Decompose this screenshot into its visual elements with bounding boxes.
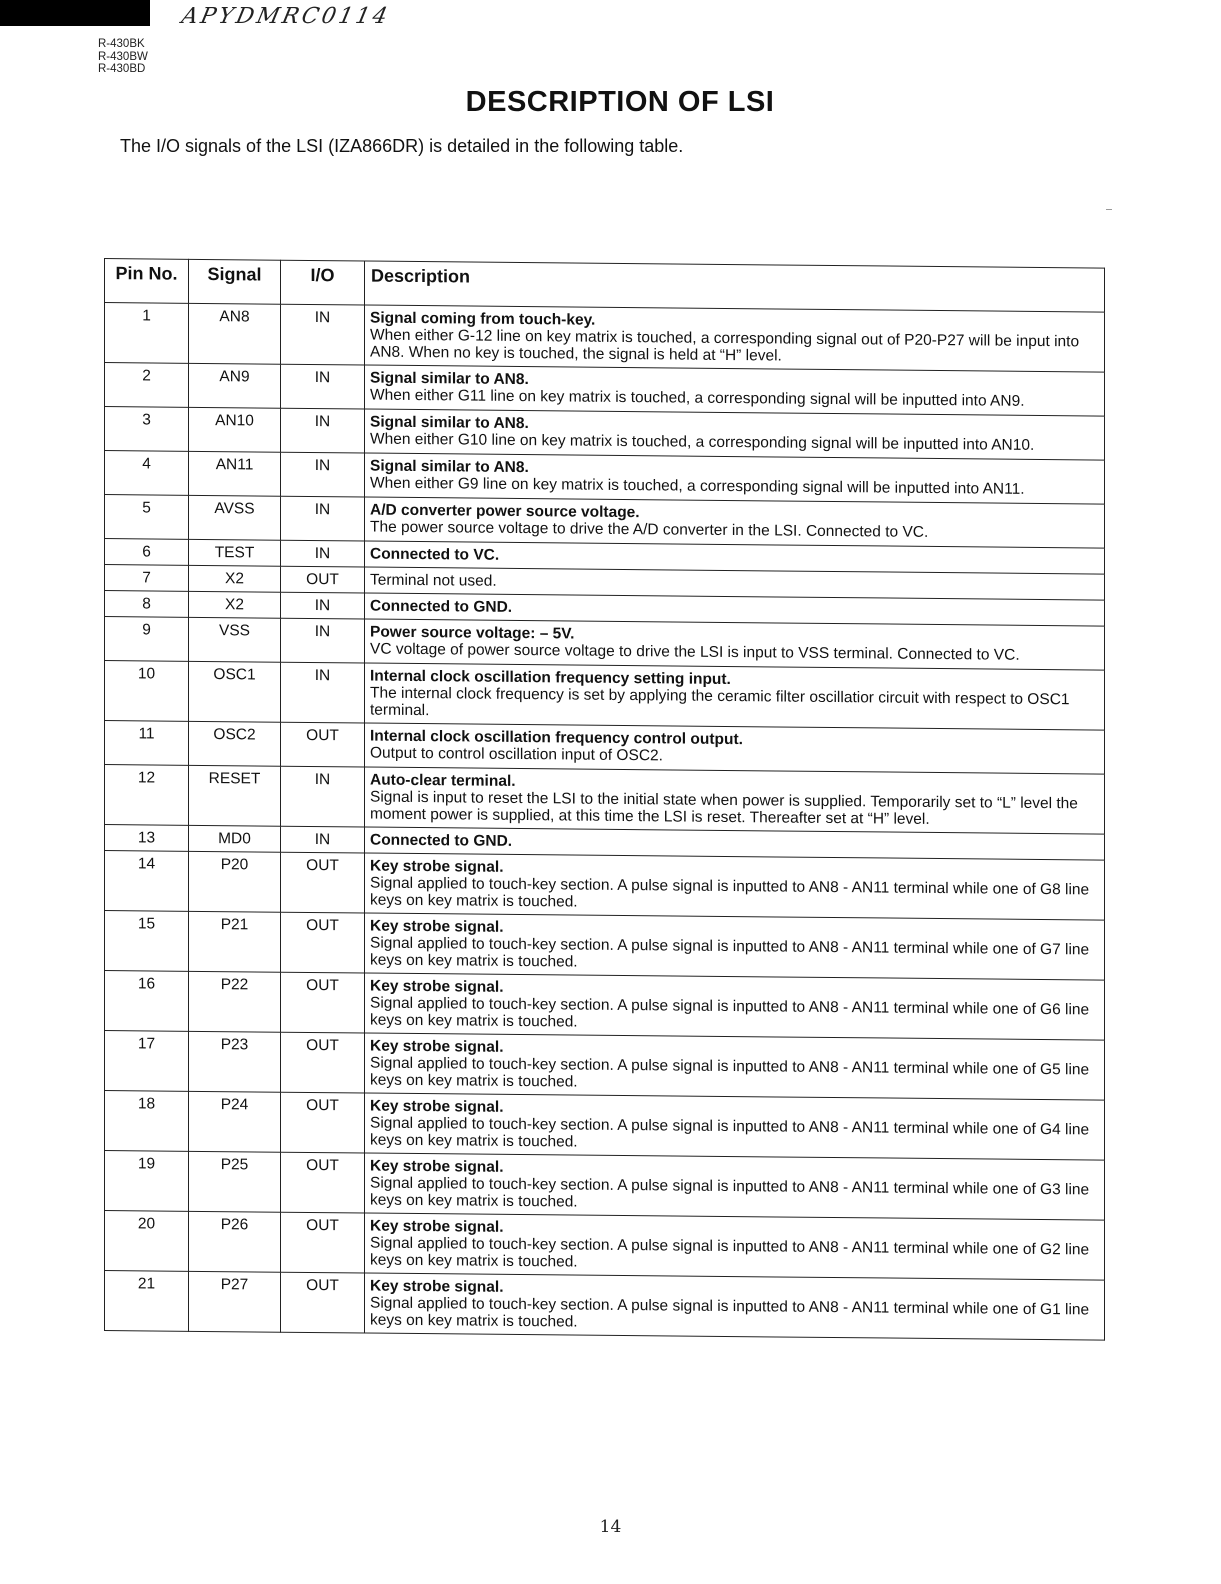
table-row xyxy=(105,971,1105,1041)
signal-name: X2 xyxy=(189,565,281,592)
header-black-bar xyxy=(0,0,150,26)
description-text: The power source voltage to drive the A/D converter in the LSI. Connected to VC. xyxy=(370,518,929,541)
intro-text: The I/O signals of the LSI (IZA866DR) is detailed in the following table. xyxy=(120,136,684,156)
signal-name: P27 xyxy=(189,1271,281,1332)
description-cell xyxy=(365,913,1105,980)
description-title: Power source voltage: – 5V. xyxy=(370,623,575,643)
description-title: Connected to VC. xyxy=(370,545,500,564)
pin-number: 13 xyxy=(105,825,189,852)
io-direction: IN xyxy=(281,408,365,453)
io-direction: IN xyxy=(281,304,365,365)
description-title: Connected to GND. xyxy=(370,831,513,850)
signal-name: TEST xyxy=(189,539,281,566)
table-row xyxy=(105,661,1105,731)
io-direction: OUT xyxy=(281,1152,365,1213)
io-direction: OUT xyxy=(281,722,365,767)
description-cell xyxy=(365,853,1105,920)
signal-name: OSC2 xyxy=(189,721,281,766)
description-cell xyxy=(365,973,1105,1040)
description-text: Signal applied to touch-key section. A pulse signal is inputted to AN8 - AN11 terminal while one of G2 line keys on key matrix is touched. xyxy=(370,1234,1090,1271)
description-title: Key strobe signal. xyxy=(370,917,504,936)
table-row xyxy=(105,1151,1105,1221)
pin-number: 6 xyxy=(105,539,189,566)
signal-name: AN10 xyxy=(189,407,281,452)
pin-number: 8 xyxy=(105,591,189,618)
table-row xyxy=(105,851,1105,921)
signal-name: AVSS xyxy=(189,495,281,540)
description-title: Key strobe signal. xyxy=(370,1217,504,1236)
signal-name: AN9 xyxy=(189,363,281,408)
description-text: The internal clock frequency is set by applying the ceramic filter oscillatior circuit with respect to OSC1 terminal. xyxy=(370,684,1070,720)
io-direction: OUT xyxy=(281,1272,365,1333)
description-title: Internal clock oscillation frequency control output. xyxy=(370,727,743,749)
description-title: Key strobe signal. xyxy=(370,1097,504,1116)
pin-number: 7 xyxy=(105,565,189,592)
description-cell xyxy=(365,723,1105,774)
pin-number: 5 xyxy=(105,495,189,540)
table-row xyxy=(105,1091,1105,1161)
table-row xyxy=(105,1031,1105,1101)
io-direction: IN xyxy=(281,662,365,723)
io-direction: OUT xyxy=(281,1092,365,1153)
io-direction: OUT xyxy=(281,852,365,913)
description-title: Internal clock oscillation frequency setting input. xyxy=(370,667,731,689)
pin-number: 16 xyxy=(105,971,189,1032)
description-title: Key strobe signal. xyxy=(370,1157,504,1176)
model-number: R-430BW xyxy=(98,50,148,63)
description-cell xyxy=(365,453,1105,504)
model-list xyxy=(98,38,148,76)
handwritten-note: APYDMRC0114 xyxy=(179,4,393,29)
io-direction: IN xyxy=(281,496,365,541)
description-text: Signal applied to touch-key section. A pulse signal is inputted to AN8 - AN11 terminal while one of G8 line keys on key matrix is touched. xyxy=(370,874,1090,911)
signal-name: P22 xyxy=(189,971,281,1032)
pin-number: 14 xyxy=(105,851,189,912)
signal-name: P23 xyxy=(189,1031,281,1092)
description-title: Connected to GND. xyxy=(370,597,513,616)
signal-name: P20 xyxy=(189,851,281,912)
header-signal: Signal xyxy=(189,259,281,304)
description-title: Signal similar to AN8. xyxy=(370,413,529,433)
pin-number: 4 xyxy=(105,451,189,496)
description-title: Key strobe signal. xyxy=(370,857,504,876)
description-cell xyxy=(365,767,1105,834)
description-text: When either G9 line on key matrix is touched, a corresponding signal will be inputted into AN11. xyxy=(370,474,1025,498)
pin-number: 19 xyxy=(105,1151,189,1212)
description-title: Key strobe signal. xyxy=(370,1037,504,1056)
signal-name: AN11 xyxy=(189,451,281,496)
description-cell xyxy=(365,1273,1105,1340)
page-title: DESCRIPTION OF LSI xyxy=(465,86,775,118)
model-number: R-430BK xyxy=(98,38,145,50)
pin-number: 20 xyxy=(105,1211,189,1272)
table-body xyxy=(105,303,1105,1341)
description-title: Signal similar to AN8. xyxy=(370,457,529,477)
io-direction: OUT xyxy=(281,1032,365,1093)
signal-name: MD0 xyxy=(189,825,281,852)
signal-name: X2 xyxy=(189,591,281,618)
description-cell xyxy=(365,619,1105,670)
page-number: 14 xyxy=(599,1517,622,1537)
description-title: A/D converter power source voltage. xyxy=(370,501,640,522)
description-cell xyxy=(365,409,1105,460)
pin-number: 3 xyxy=(105,407,189,452)
description-text: When either G-12 line on key matrix is touched, a corresponding signal out of P20-P27 will be input into AN8. When no key is touched, the signal is held at “H” level. xyxy=(370,326,1080,365)
signal-name: VSS xyxy=(189,617,281,662)
description-cell xyxy=(365,305,1105,372)
signal-name: RESET xyxy=(189,765,281,826)
pin-number: 9 xyxy=(105,617,189,662)
pin-number: 18 xyxy=(105,1091,189,1152)
description-cell xyxy=(365,663,1105,730)
lsi-signal-table xyxy=(104,258,1105,1341)
description-title: Key strobe signal. xyxy=(370,1277,504,1296)
pin-number: 15 xyxy=(105,911,189,972)
description-cell xyxy=(365,1033,1105,1100)
description-title: Signal coming from touch-key. xyxy=(370,309,596,329)
description-cell xyxy=(365,1093,1105,1160)
io-direction: OUT xyxy=(281,912,365,973)
signal-name: OSC1 xyxy=(189,661,281,722)
description-cell xyxy=(365,1213,1105,1280)
pin-number: 1 xyxy=(105,303,189,364)
io-direction: OUT xyxy=(281,972,365,1033)
description-text: Signal applied to touch-key section. A pulse signal is inputted to AN8 - AN11 terminal while one of G5 line keys on key matrix is touched. xyxy=(370,1054,1090,1091)
io-direction: IN xyxy=(281,452,365,497)
io-direction: IN xyxy=(281,826,365,853)
description-text: Signal is input to reset the LSI to the initial state when power is supplied. Temporarily set to “L” level the moment power is supplied, at this time the LSI is reset. Thereafter set at “H” level. xyxy=(370,788,1078,828)
io-direction: OUT xyxy=(281,1212,365,1273)
description-cell xyxy=(365,1153,1105,1220)
table-row xyxy=(105,1211,1105,1281)
description-cell xyxy=(365,365,1105,416)
description-text: Output to control oscillation input of OSC2. xyxy=(370,744,663,765)
table-row xyxy=(105,765,1105,835)
header-io: I/O xyxy=(281,260,365,305)
description-title: Auto-clear terminal. xyxy=(370,771,516,790)
io-direction: IN xyxy=(281,592,365,619)
scan-mark xyxy=(1106,209,1112,210)
description-text: Signal applied to touch-key section. A pulse signal is inputted to AN8 - AN11 terminal while one of G6 line keys on key matrix is touched. xyxy=(370,994,1090,1031)
pin-number: 17 xyxy=(105,1031,189,1092)
description-text: When either G10 line on key matrix is touched, a corresponding signal will be inputted into AN10. xyxy=(370,430,1035,454)
description-title: Key strobe signal. xyxy=(370,977,504,996)
io-direction: OUT xyxy=(281,566,365,593)
signal-name: P26 xyxy=(189,1211,281,1272)
io-direction: IN xyxy=(281,618,365,663)
signal-name: P25 xyxy=(189,1151,281,1212)
description-text: Terminal not used. xyxy=(370,571,497,590)
signal-name: P24 xyxy=(189,1091,281,1152)
pin-number: 21 xyxy=(105,1271,189,1332)
description-text: Signal applied to touch-key section. A pulse signal is inputted to AN8 - AN11 terminal while one of G7 line keys on key matrix is touched. xyxy=(370,934,1090,971)
header-pin: Pin No. xyxy=(105,259,189,304)
description-text: VC voltage of power source voltage to drive the LSI is input to VSS terminal. Connected to VC. xyxy=(370,640,1020,664)
header-description: Description xyxy=(365,261,1105,312)
description-title: Signal similar to AN8. xyxy=(370,369,529,389)
table-row xyxy=(105,303,1105,373)
table-row xyxy=(105,1271,1105,1341)
io-direction: IN xyxy=(281,766,365,827)
signal-name: P21 xyxy=(189,911,281,972)
pin-number: 2 xyxy=(105,363,189,408)
pin-number: 10 xyxy=(105,661,189,722)
description-text: Signal applied to touch-key section. A pulse signal is inputted to AN8 - AN11 terminal while one of G4 line keys on key matrix is touched. xyxy=(370,1114,1090,1151)
pin-number: 12 xyxy=(105,765,189,826)
io-direction: IN xyxy=(281,364,365,409)
model-number: R-430BD xyxy=(98,63,146,75)
pin-number: 11 xyxy=(105,721,189,766)
description-text: Signal applied to touch-key section. A pulse signal is inputted to AN8 - AN11 terminal while one of G1 line keys on key matrix is touched. xyxy=(370,1294,1090,1331)
io-direction: IN xyxy=(281,540,365,567)
description-text: Signal applied to touch-key section. A pulse signal is inputted to AN8 - AN11 terminal while one of G3 line keys on key matrix is touched. xyxy=(370,1174,1090,1211)
table-row xyxy=(105,911,1105,981)
signal-name: AN8 xyxy=(189,303,281,364)
description-cell xyxy=(365,497,1105,548)
description-text: When either G11 line on key matrix is touched, a corresponding signal will be inputted into AN9. xyxy=(370,386,1025,410)
